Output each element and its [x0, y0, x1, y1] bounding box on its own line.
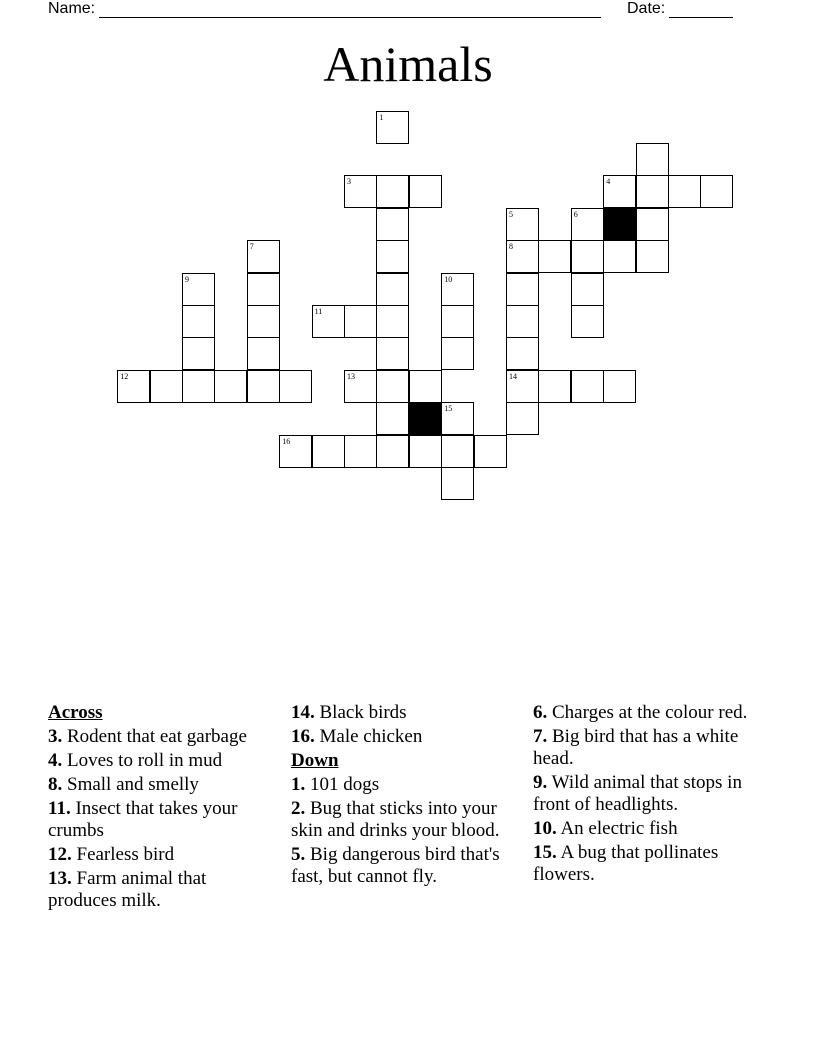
- grid-cell[interactable]: [312, 305, 345, 338]
- grid-cell[interactable]: [474, 435, 507, 468]
- clue-text: Male chicken: [319, 726, 423, 747]
- grid-block: [409, 402, 442, 435]
- grid-cell[interactable]: [376, 305, 409, 338]
- clue-number: 15.: [533, 842, 557, 863]
- clue-text: Bug that sticks into your skin and drinks your blood.: [291, 798, 500, 841]
- clue-number: 16.: [291, 726, 315, 747]
- grid-cell[interactable]: [506, 370, 539, 403]
- clue-across-4: [48, 750, 278, 772]
- clue-text: Big dangerous bird that's fast, but cannot fly.: [291, 844, 500, 887]
- grid-cell[interactable]: [247, 273, 280, 306]
- clue-number: 13.: [48, 868, 72, 889]
- grid-cell[interactable]: [376, 240, 409, 273]
- grid-cell[interactable]: [376, 370, 409, 403]
- clue-number: 8.: [48, 774, 63, 795]
- grid-cell[interactable]: [571, 240, 604, 273]
- cell-number: 15: [444, 404, 453, 414]
- clue-text: Fearless bird: [76, 844, 175, 865]
- cell-number: 16: [282, 436, 291, 446]
- clue-number: 1.: [291, 774, 306, 795]
- clue-text: A bug that pollinates flowers.: [533, 842, 719, 885]
- clue-text: Loves to roll in mud: [67, 750, 223, 771]
- grid-cell[interactable]: [376, 273, 409, 306]
- grid-cell[interactable]: [376, 337, 409, 370]
- date-label: Date:: [627, 0, 666, 17]
- clue-down-15: [533, 842, 763, 886]
- clue-text: Farm animal that produces milk.: [48, 868, 207, 911]
- clue-number: 6.: [533, 702, 548, 723]
- clue-down-7: [533, 726, 763, 770]
- grid-cell[interactable]: [506, 305, 539, 338]
- grid-cell[interactable]: [571, 273, 604, 306]
- clue-down-10: [533, 818, 763, 840]
- clue-column-2: [291, 702, 526, 890]
- clue-text: Rodent that eat garbage: [67, 726, 247, 747]
- down-heading: Down: [291, 750, 339, 771]
- clue-number: 3.: [48, 726, 63, 747]
- grid-cell[interactable]: [376, 435, 409, 468]
- grid-cell[interactable]: [376, 208, 409, 241]
- grid-cell[interactable]: [409, 175, 442, 208]
- grid-cell[interactable]: [603, 175, 636, 208]
- grid-cell[interactable]: [571, 208, 604, 241]
- clue-number: 12.: [48, 844, 72, 865]
- clue-down-5: [291, 844, 526, 888]
- cell-number: 5: [509, 209, 513, 219]
- grid-cell[interactable]: [409, 370, 442, 403]
- grid-cell[interactable]: [247, 370, 280, 403]
- across-heading: Across: [48, 702, 103, 723]
- clue-number: 5.: [291, 844, 306, 865]
- clue-down-6: [533, 702, 763, 724]
- grid-cell[interactable]: [506, 337, 539, 370]
- grid-cell[interactable]: [441, 337, 474, 370]
- clue-across-12: [48, 844, 278, 866]
- grid-cell[interactable]: [182, 273, 215, 306]
- grid-cell[interactable]: [506, 208, 539, 241]
- grid-cell[interactable]: [117, 370, 150, 403]
- clue-column-1: [48, 702, 278, 914]
- clue-number: 11.: [48, 798, 71, 819]
- clue-text: Charges at the colour red.: [552, 702, 748, 723]
- grid-cell[interactable]: [344, 370, 377, 403]
- grid-cell[interactable]: [441, 467, 474, 500]
- grid-cell[interactable]: [441, 402, 474, 435]
- grid-cell[interactable]: [247, 240, 280, 273]
- grid-cell[interactable]: [279, 370, 312, 403]
- clue-down-2: [291, 798, 526, 842]
- name-label: Name:: [48, 0, 96, 17]
- grid-cell[interactable]: [182, 305, 215, 338]
- grid-cell[interactable]: [312, 435, 345, 468]
- grid-cell[interactable]: [247, 337, 280, 370]
- grid-cell[interactable]: [636, 208, 669, 241]
- grid-cell[interactable]: [182, 337, 215, 370]
- clue-number: 4.: [48, 750, 63, 771]
- grid-cell[interactable]: [636, 175, 669, 208]
- clue-text: 101 dogs: [310, 774, 380, 795]
- grid-cell[interactable]: [214, 370, 247, 403]
- clue-across-14: [291, 702, 526, 724]
- grid-cell[interactable]: [344, 305, 377, 338]
- grid-cell[interactable]: [538, 240, 571, 273]
- cell-number: 1: [379, 112, 384, 122]
- clue-number: 7.: [533, 726, 548, 747]
- clue-number: 14.: [291, 702, 315, 723]
- cell-number: 3: [347, 177, 351, 187]
- clue-across-16: [291, 726, 526, 748]
- grid-cell[interactable]: [506, 240, 539, 273]
- grid-cell[interactable]: [441, 273, 474, 306]
- cell-number: 6: [573, 209, 578, 219]
- grid-block: [603, 208, 636, 241]
- cell-number: 10: [444, 274, 453, 284]
- grid-cell[interactable]: [636, 240, 669, 273]
- grid-cell[interactable]: [571, 370, 604, 403]
- clue-down-9: [533, 772, 763, 816]
- grid-cell[interactable]: [279, 435, 312, 468]
- grid-cell[interactable]: [603, 240, 636, 273]
- grid-cell[interactable]: [376, 175, 409, 208]
- grid-cell[interactable]: [441, 305, 474, 338]
- grid-cell[interactable]: [441, 435, 474, 468]
- cell-number: 13: [347, 371, 355, 381]
- grid-cell[interactable]: [409, 435, 442, 468]
- clue-number: 10.: [533, 818, 557, 839]
- cell-number: 11: [314, 306, 323, 316]
- clue-text: Wild animal that stops in front of headlights.: [533, 772, 742, 815]
- grid-cell[interactable]: [150, 370, 183, 403]
- clue-column-3: [533, 702, 763, 888]
- clue-text: Black birds: [319, 702, 407, 723]
- grid-cell[interactable]: [668, 175, 701, 208]
- cell-number: 7: [249, 242, 254, 252]
- grid-cell[interactable]: [571, 305, 604, 338]
- clue-text: Insect that takes your crumbs: [48, 798, 238, 841]
- grid-cell[interactable]: [344, 435, 377, 468]
- grid-cell[interactable]: [344, 175, 377, 208]
- clue-down-1: [291, 774, 526, 796]
- grid-cell[interactable]: [376, 402, 409, 435]
- clue-number: 2.: [291, 798, 306, 819]
- cell-number: 4: [606, 177, 611, 187]
- clue-text: An electric fish: [560, 818, 678, 839]
- grid-cell[interactable]: [538, 370, 571, 403]
- clue-across-11: [48, 798, 278, 842]
- clue-across-3: [48, 726, 278, 748]
- clue-text: Big bird that has a white head.: [533, 726, 739, 769]
- clue-across-8: [48, 774, 278, 796]
- page-title: Animals: [323, 36, 493, 92]
- grid-cell[interactable]: [636, 143, 669, 176]
- grid-cell[interactable]: [182, 370, 215, 403]
- grid-cell[interactable]: [700, 175, 733, 208]
- clue-text: Small and smelly: [67, 774, 199, 795]
- grid-cell[interactable]: [506, 402, 539, 435]
- cell-number: 14: [509, 371, 517, 381]
- clue-across-13: [48, 868, 278, 912]
- cell-number: 12: [120, 371, 129, 381]
- crossword-grid: [0, 0, 816, 480]
- grid-cell[interactable]: [247, 305, 280, 338]
- cell-number: 8: [509, 242, 513, 252]
- cell-number: 9: [185, 274, 189, 284]
- grid-cell[interactable]: [603, 370, 636, 403]
- clue-number: 9.: [533, 772, 548, 793]
- grid-cell[interactable]: [506, 273, 539, 306]
- grid-cell[interactable]: [376, 111, 409, 144]
